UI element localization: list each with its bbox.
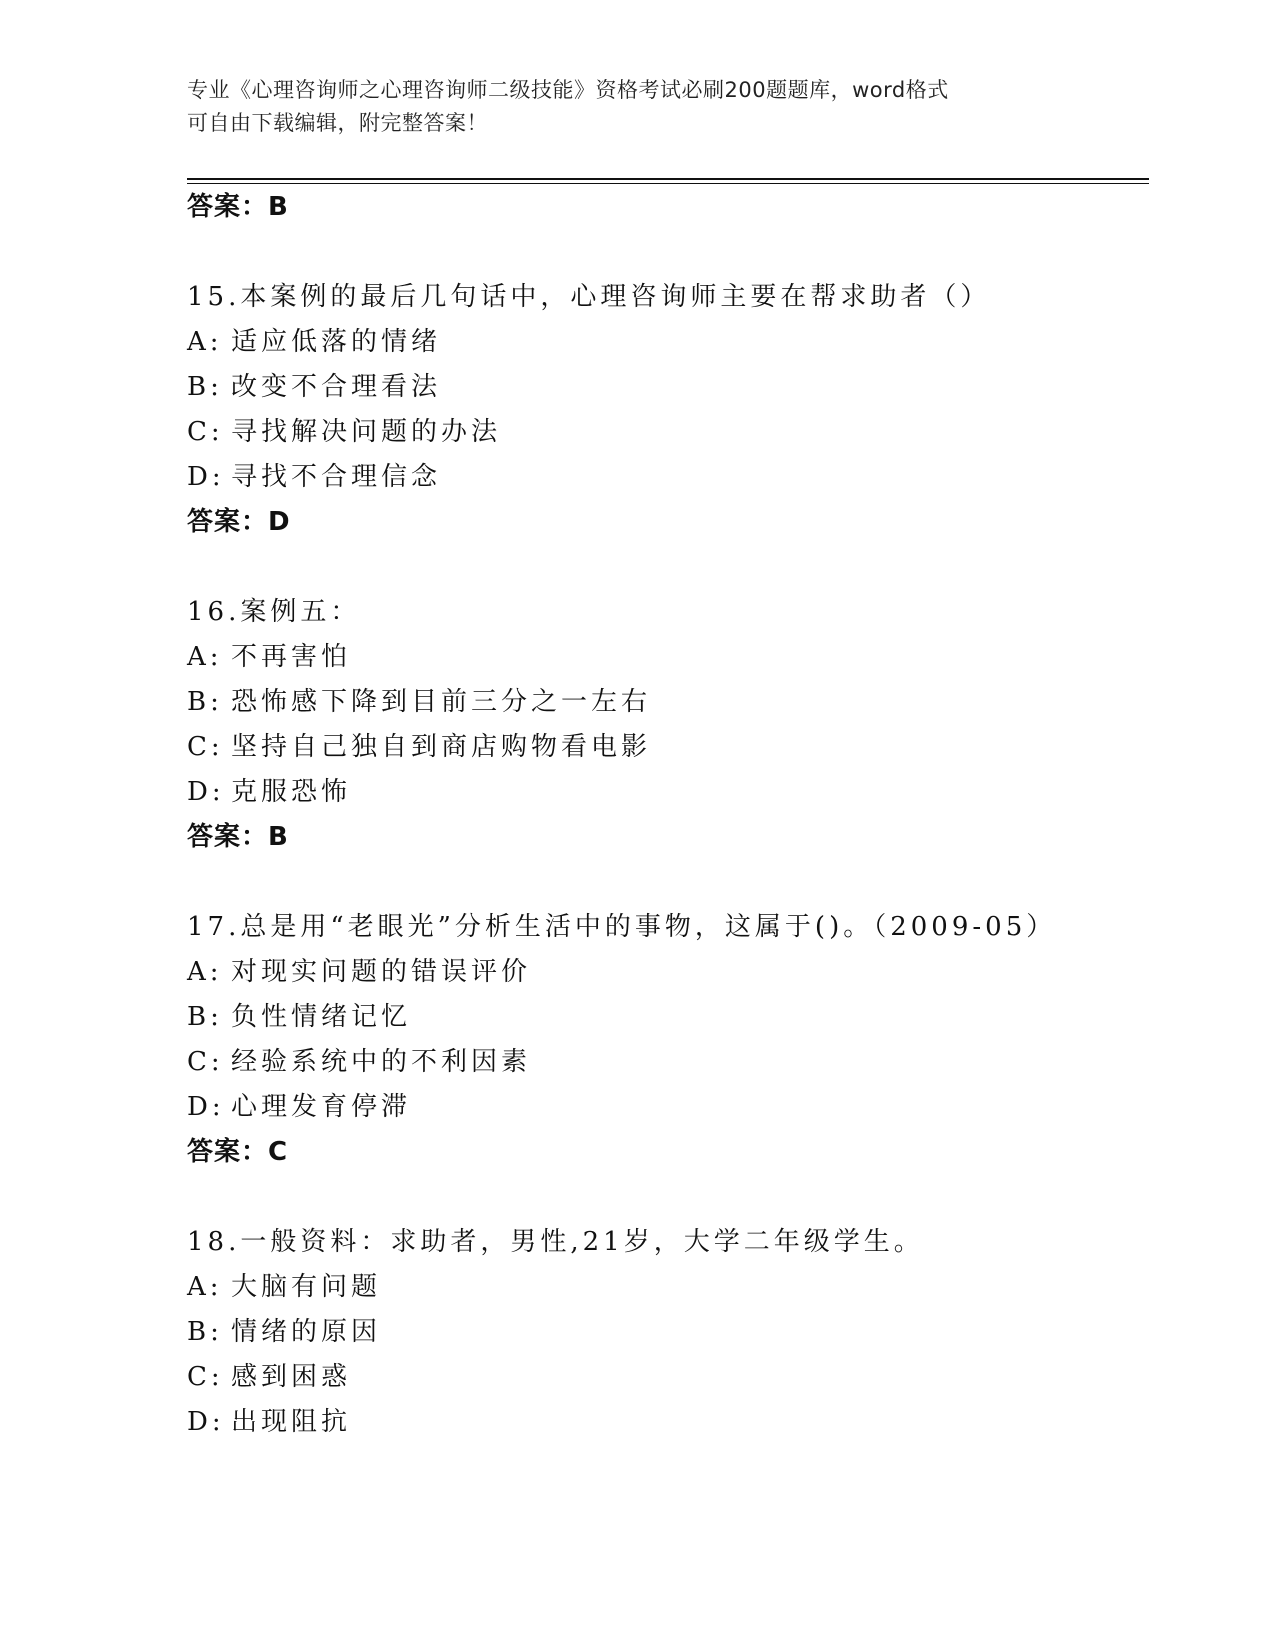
option-text: 恐怖感下降到目前三分之一左右 [231,687,652,717]
question-15-option-c [187,415,501,449]
option-letter: A: [187,1272,223,1302]
option-letter: D: [187,462,225,492]
option-letter: C: [187,417,224,447]
previous-answer: 答案：B [187,192,289,222]
question-18-option-d [187,1405,351,1439]
question-17-option-c [187,1045,531,1079]
question-18-stem: 18.一般资料：求助者，男性,21岁，大学二年级学生。 [187,1227,924,1257]
option-letter: D: [187,777,225,807]
option-letter: B: [187,1002,223,1032]
option-text: 心理发育停滞 [231,1092,412,1122]
option-letter: B: [187,372,223,402]
option-letter: A: [187,642,223,672]
question-17-answer: 答案：C [187,1137,289,1167]
question-16-answer: 答案：B [187,822,289,852]
option-letter: A: [187,957,223,987]
question-17-stem: 17.总是用“老眼光”分析生活中的事物，这属于()。（2009-05） [187,912,1057,942]
option-letter: B: [187,687,223,717]
question-15-option-b [187,370,441,404]
document-header [187,74,1087,140]
option-text: 对现实问题的错误评价 [231,957,532,987]
question-18-option-c [187,1360,351,1394]
option-text: 适应低落的情绪 [231,327,442,357]
option-text: 负性情绪记忆 [231,1002,412,1032]
option-text: 改变不合理看法 [231,372,442,402]
option-text: 克服恐怖 [231,777,352,807]
option-text: 感到困惑 [231,1362,352,1392]
question-16-option-c [187,730,651,764]
question-17-option-b [187,1000,411,1034]
question-15-answer: 答案：D [187,507,291,537]
option-text: 出现阻抗 [231,1407,352,1437]
header-line-1: 专业《心理咨询师之心理咨询师二级技能》资格考试必刷200题题库，word格式 [187,78,949,102]
option-text: 坚持自己独自到商店购物看电影 [231,732,652,762]
question-16-option-b [187,685,651,719]
question-15-option-d [187,460,441,494]
option-letter: B: [187,1317,223,1347]
option-text: 寻找不合理信念 [231,462,442,492]
option-text: 寻找解决问题的办法 [231,417,502,447]
option-letter: D: [187,1407,225,1437]
question-16-stem: 16.案例五： [187,597,361,627]
header-line-2: 可自由下载编辑，附完整答案！ [187,111,488,135]
question-18-option-a [187,1270,381,1304]
option-letter: D: [187,1092,225,1122]
question-15-option-a [187,325,441,359]
option-letter: C: [187,732,224,762]
option-text: 不再害怕 [231,642,352,672]
question-16-option-d [187,775,351,809]
header-divider-thick [187,178,1149,180]
question-16-option-a [187,640,351,674]
header-divider-thin [187,183,1149,184]
question-17-option-d [187,1090,411,1124]
question-18-option-b [187,1315,381,1349]
option-letter: A: [187,327,223,357]
question-15-stem: 15.本案例的最后几句话中，心理咨询师主要在帮求助者（） [187,282,991,312]
option-letter: C: [187,1362,224,1392]
option-text: 经验系统中的不利因素 [231,1047,532,1077]
option-letter: C: [187,1047,224,1077]
option-text: 情绪的原因 [231,1317,382,1347]
option-text: 大脑有问题 [231,1272,382,1302]
question-17-option-a [187,955,531,989]
